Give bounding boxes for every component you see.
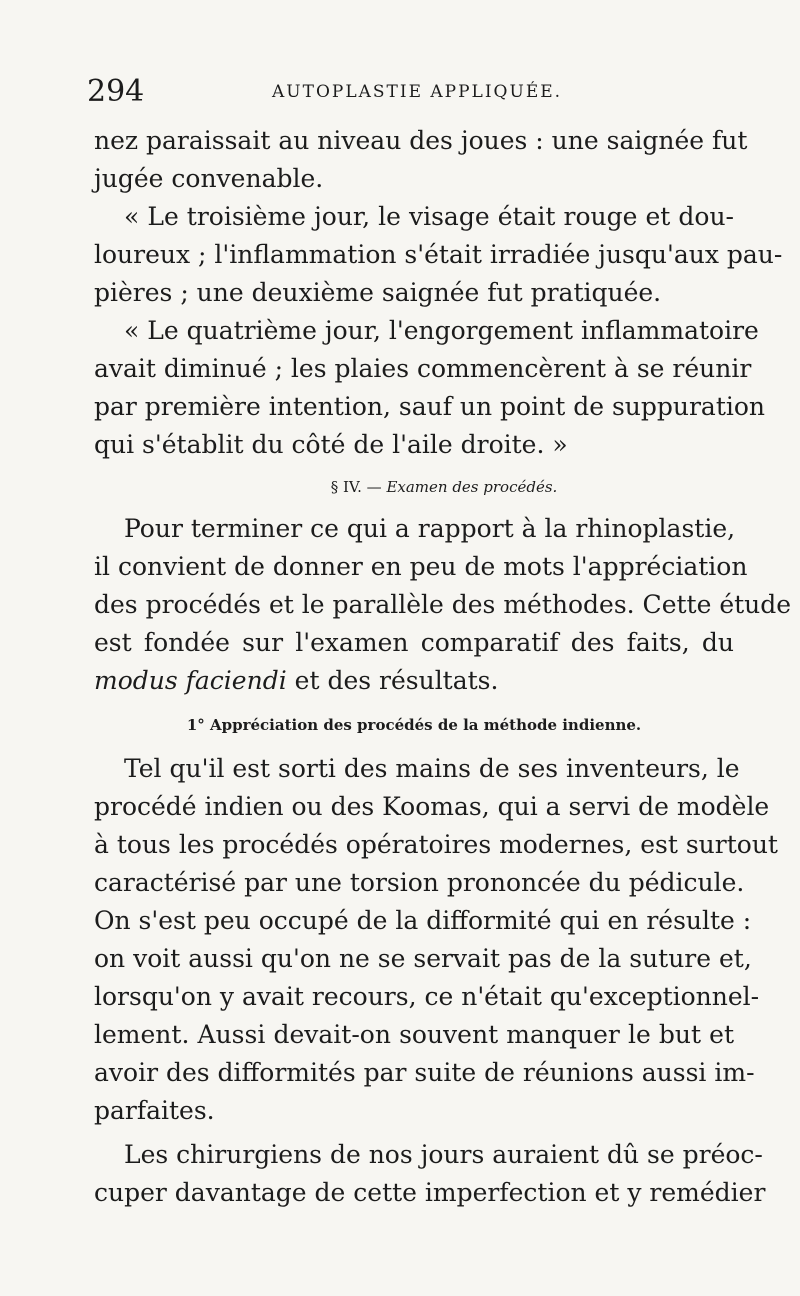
text-line: lorsqu'on y avait recours, ce n'était qu'exceptionnel- xyxy=(94,982,760,1011)
text-line: procédé indien ou des Koomas, qui a servi de modèle xyxy=(94,792,770,821)
text-line: il convient de donner en peu de mots l'appréciation xyxy=(94,552,748,581)
section-mark: § IV. — xyxy=(330,478,382,496)
text-line: Tel qu'il est sorti des mains de ses inventeurs, le xyxy=(124,754,740,783)
paragraph xyxy=(94,510,792,700)
text-line: Les chirurgiens de nos jours auraient dû se préoc- xyxy=(124,1140,763,1169)
text-line: lement. Aussi devait-on souvent manquer le but et xyxy=(94,1020,734,1049)
section-title: Examen des procédés. xyxy=(386,478,558,496)
italic-phrase: modus faciendi xyxy=(94,666,287,695)
text-line: avoir des difformités par suite de réunions aussi im- xyxy=(94,1058,755,1087)
paragraph xyxy=(94,312,766,464)
text-line: cuper davantage de cette imperfection et y remédier xyxy=(94,1178,766,1207)
subheading: 1° Appréciation des procédés de la méthode indienne. xyxy=(186,716,642,734)
text-line: on voit aussi qu'on ne se servait pas de la suture et, xyxy=(94,944,752,973)
text-line xyxy=(94,662,734,700)
page-header xyxy=(87,74,737,114)
text-line: nez paraissait au niveau des joues : une saignée fut xyxy=(94,126,748,155)
text-line: qui s'établit du côté de l'aile droite. » xyxy=(94,430,568,459)
text-line: jugée convenable. xyxy=(94,164,324,193)
running-title: AUTOPLASTIE APPLIQUÉE. xyxy=(272,82,563,102)
text-line: Pour terminer ce qui a rapport à la rhinoplastie, xyxy=(124,514,736,543)
paragraph xyxy=(94,122,748,198)
text-line: On s'est peu occupé de la difformité qui en résulte : xyxy=(94,906,752,935)
page-number: 294 xyxy=(87,74,145,109)
text-line: des procédés et le parallèle des méthodes. Cette étude xyxy=(94,590,792,619)
text-line: « Le quatrième jour, l'engorgement inflammatoire xyxy=(124,316,759,345)
text-fragment: et des résultats. xyxy=(286,666,499,695)
paragraph xyxy=(94,1136,766,1212)
paragraph xyxy=(94,198,783,312)
text-line: par première intention, sauf un point de suppuration xyxy=(94,392,766,421)
section-heading xyxy=(94,464,734,510)
text-line: « Le troisième jour, le visage était rouge et dou- xyxy=(124,202,734,231)
text-line: est fondée sur l'examen comparatif des faits, du xyxy=(94,628,734,657)
text-line: à tous les procédés opératoires modernes, est surtout xyxy=(94,830,778,859)
text-line: caractérisé par une torsion prononcée du pédicule. xyxy=(94,868,745,897)
paragraph xyxy=(94,750,778,1130)
text-line: parfaites. xyxy=(94,1096,215,1125)
body-text xyxy=(94,122,792,1212)
text-line: loureux ; l'inflammation s'était irradiée jusqu'aux pau- xyxy=(94,240,783,269)
text-line: pières ; une deuxième saignée fut pratiquée. xyxy=(94,278,662,307)
text-line: avait diminué ; les plaies commencèrent à se réunir xyxy=(94,354,752,383)
